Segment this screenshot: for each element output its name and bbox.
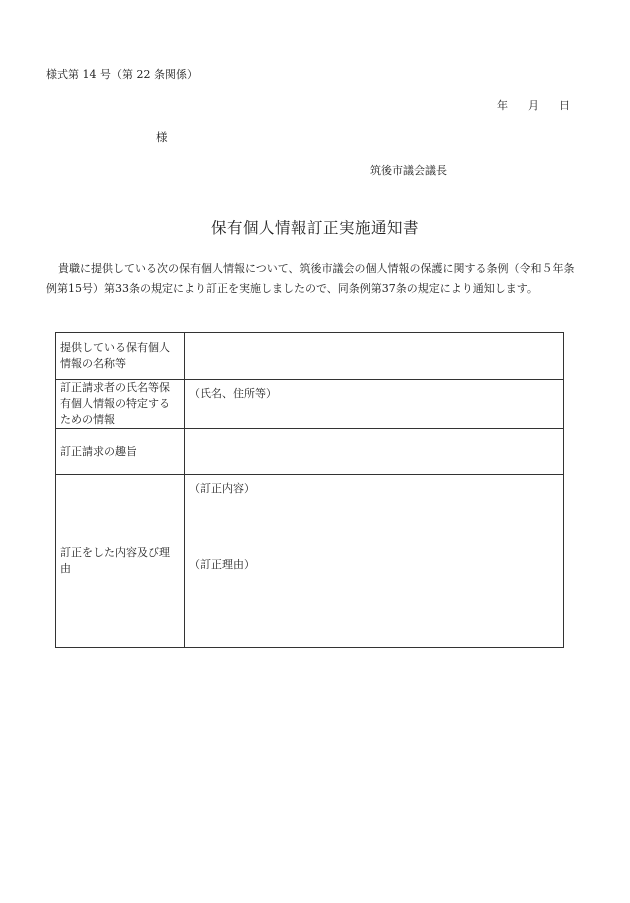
row-label-provided-info: 提供している保有個人情報の名称等 [56, 333, 185, 380]
date-line [497, 97, 570, 113]
table-row [56, 475, 564, 648]
row-label-requester-info: 訂正請求者の氏名等保有個人情報の特定するための情報 [56, 380, 185, 429]
form-number: 様式第 14 号（第 22 条関係） [46, 68, 198, 81]
correction-content-label: （訂正内容） [189, 482, 255, 495]
table-row [56, 380, 564, 429]
notice-info-table [55, 332, 564, 648]
date-day-label: 日 [559, 99, 570, 112]
addressee-suffix: 様 [156, 130, 168, 144]
row-label-correction-details: 訂正をした内容及び理由 [56, 475, 185, 648]
table-row [56, 429, 564, 475]
notice-body-text: 貴職に提供している次の保有個人情報について、筑後市議会の個人情報の保護に関する条例（令和５年条例第15号）第33条の規定により訂正を実施しましたので、同条例第37条の規定により通知します。 [46, 262, 575, 295]
table-row [56, 333, 564, 380]
date-year-label: 年 [497, 99, 508, 112]
row-value-provided-info [185, 333, 564, 380]
row-value-requester-info: （氏名、住所等） [185, 380, 564, 429]
row-value-correction-details [185, 475, 564, 648]
row-value-request-purpose [185, 429, 564, 475]
issuer-name: 筑後市議会議長 [370, 164, 447, 177]
date-month-label: 月 [528, 99, 539, 112]
row-label-request-purpose: 訂正請求の趣旨 [56, 429, 185, 475]
correction-reason-label: （訂正理由） [189, 558, 255, 571]
document-title: 保有個人情報訂正実施通知書 [210, 219, 419, 237]
